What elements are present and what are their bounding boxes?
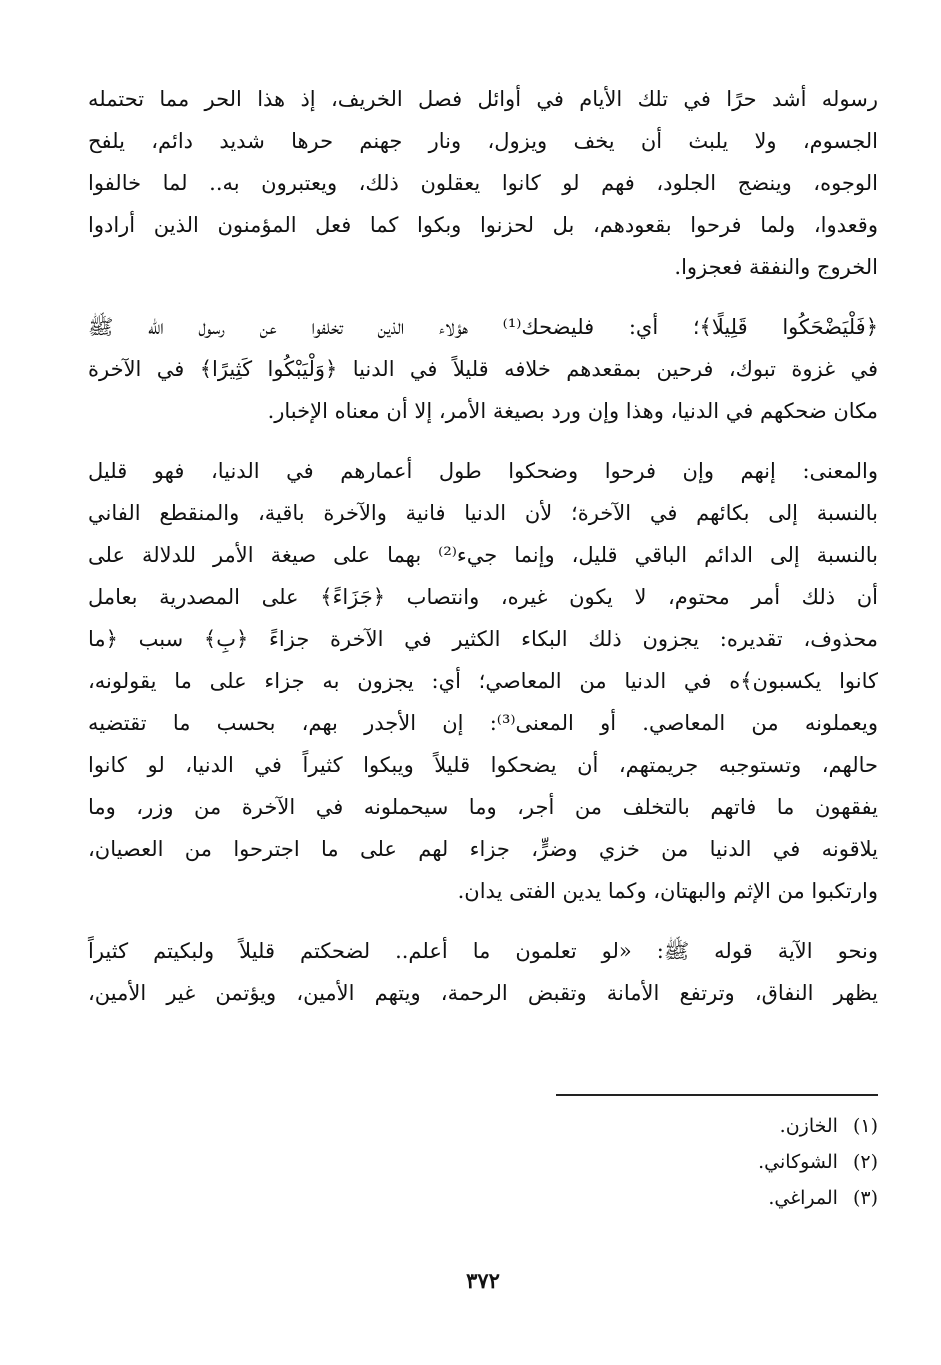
paragraph-3 <box>88 450 878 912</box>
footnotes <box>556 1108 878 1216</box>
text-line: مكان ضحكهم في الدنيا، وهذا وإن ورد بصيغة الأمر، إلا أن معناه الإخبار. <box>267 399 878 423</box>
text-line: وارتكبوا من الإثم والبهتان، وكما يدين الفتى يدان. <box>457 879 878 903</box>
footnote-2 <box>556 1144 878 1180</box>
text-line: يفقهون ما فاتهم بالتخلف من أجر، وما سيحملونه في الآخرة من وزر، وما <box>88 795 878 819</box>
text-line: الجسوم، ولا يلبث أن يخف ويزول، ونار جهنم حرها شديد دائم، يلفح <box>88 129 878 153</box>
text-line: أن ذلك أمر محتوم، لا يكون غيره، وانتصاب ﴿جَزَاءً﴾ على المصدرية بعامل <box>88 585 878 609</box>
footnote-text: الشوكاني. <box>758 1151 838 1173</box>
book-page <box>88 78 878 1308</box>
paragraph-2 <box>88 306 878 432</box>
page-number: ٣٧٢ <box>466 1268 500 1293</box>
text-line: كانوا يكسبون﴾ه في الدنيا من المعاصي؛ أي: يجزون به جزاء على ما يقولونه، <box>88 669 878 693</box>
text-line: في غزوة تبوك، فرحين بمقعدهم خلافه قليلاً في الدنيا ﴿وَلْيَبْكُوا كَثِيرًا﴾ في الآخرة <box>88 357 878 381</box>
footnote-3 <box>556 1180 878 1216</box>
footnote-number: (١) <box>852 1115 878 1137</box>
footnote-text: الخازن. <box>779 1115 838 1137</box>
paragraph-4 <box>88 930 878 1014</box>
text-line: بالنسبة إلى الدائم الباقي قليل، وإنما جيء⁽²⁾ بهما على صيغة الأمر للدلالة على <box>88 543 878 567</box>
text-line: وقعدوا، ولما فرحوا بقعودهم، بل لحزنوا وبكوا كما فعل المؤمنون الذين أرادوا <box>88 213 878 237</box>
footnote-1 <box>556 1108 878 1144</box>
text-line: ويعملونه من المعاصي. أو المعنى⁽³⁾: إن الأجدر بهم، بحسب ما تقتضيه <box>88 711 878 735</box>
text-line: رسوله أشد حرًا في تلك الأيام في أوائل فصل الخريف، إذ هذا الحر مما تحتمله <box>88 87 878 111</box>
footnote-number: (٣) <box>852 1187 878 1209</box>
text-line: والمعنى: إنهم وإن فرحوا وضحكوا طول أعمارهم في الدنيا، فهو قليل <box>88 459 878 483</box>
paragraph-1 <box>88 78 878 288</box>
text-line: يظهر النفاق، وترتفع الأمانة وتقبض الرحمة، ويتهم الأمين، ويؤتمن غير الأمين، <box>88 981 878 1005</box>
text-line: ونحو الآية قوله ﷺ: «لو تعلمون ما أعلم.. لضحكتم قليلاً ولبكيتم كثيراً <box>88 939 878 963</box>
text-line: محذوف، تقديره: يجزون ذلك البكاء الكثير في الآخرة جزاءً ﴿بِ﴾ سبب ﴿ما <box>88 627 878 651</box>
text-line: حالهم، وتستوجبه جريمتهم، أن يضحكوا قليلاً ويبكوا كثيراً في الدنيا، لو كانوا <box>88 753 878 777</box>
text-line: يلاقونه في الدنيا من خزي وضرٍّ، جزاء لهم على ما اجترحوا من العصيان، <box>88 837 878 861</box>
text-line: ﴿فَلْيَضْحَكُوا قَلِيلًا﴾؛ أي: فليضحك⁽¹⁾ هؤلاء الذين تخلفوا عن رسول الله ﷺ <box>88 315 879 339</box>
text-line: بالنسبة إلى بكائهم في الآخرة؛ لأن الدنيا فانية والآخرة باقية، والمنقطع الفاني <box>88 501 878 525</box>
text-line: الوجوه، وينضج الجلود، فهم لو كانوا يعقلون ذلك، ويعتبرون به.. لما خالفوا <box>88 171 878 195</box>
footnote-divider <box>556 1094 878 1096</box>
text-line: الخروج والنفقة فعجزوا. <box>674 255 878 279</box>
footnote-number: (٢) <box>852 1151 878 1173</box>
footnote-text: المراغي. <box>768 1187 838 1209</box>
